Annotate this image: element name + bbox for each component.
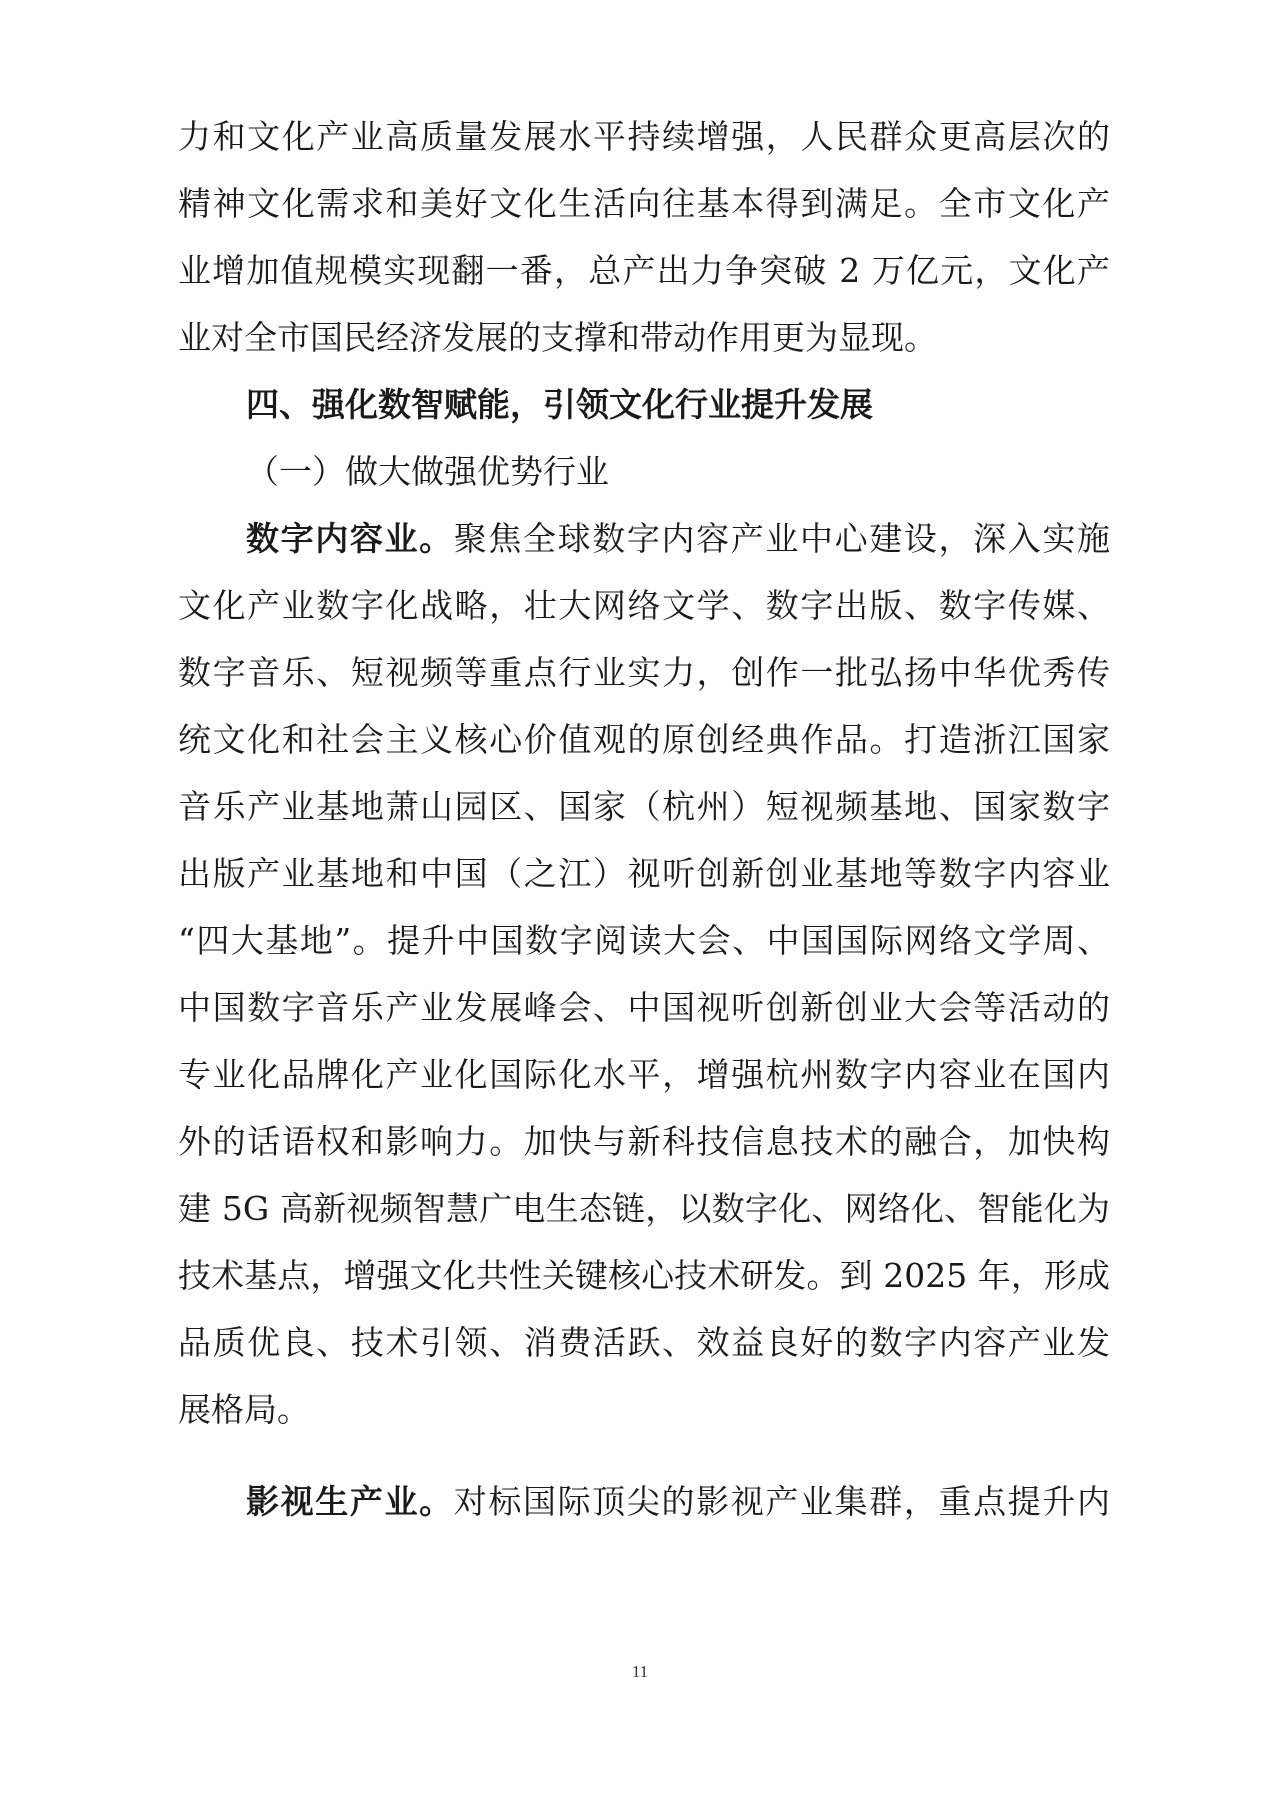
- paragraph-line: 文化产业数字化战略，壮大网络文学、数字出版、数字传媒、: [178, 586, 1110, 625]
- paragraph-line: 业增加值规模实现翻一番，总产出力争突破 2 万亿元，文化产: [178, 251, 1110, 290]
- subsection-heading: （一）做大做强优势行业: [246, 452, 609, 491]
- paragraph-line: 中国数字音乐产业发展峰会、中国视听创新创业大会等活动的: [178, 988, 1110, 1027]
- paragraph-line: 建 5G 高新视频智慧广电生态链，以数字化、网络化、智能化为: [178, 1189, 1110, 1228]
- page-number: 11: [631, 1662, 649, 1681]
- paragraph-first-line: [246, 519, 1110, 559]
- paragraph-line: 数字音乐、短视频等重点行业实力，创作一批弘扬中华优秀传: [178, 653, 1110, 692]
- paragraph-first-line: [246, 1482, 1110, 1522]
- paragraph-lead: 影视生产业。: [246, 1482, 454, 1521]
- paragraph-lead: 数字内容业。: [246, 519, 454, 558]
- paragraph-line: 音乐产业基地萧山园区、国家（杭州）短视频基地、国家数字: [178, 787, 1110, 826]
- paragraph-line: “四大基地”。提升中国数字阅读大会、中国国际网络文学周、: [178, 921, 1110, 960]
- paragraph-line: 精神文化需求和美好文化生活向往基本得到满足。全市文化产: [178, 184, 1110, 223]
- paragraph-line: 技术基点，增强文化共性关键核心技术研发。到 2025 年，形成: [178, 1256, 1110, 1295]
- paragraph-line: 展格局。: [178, 1390, 310, 1429]
- paragraph-line: 外的话语权和影响力。加快与新科技信息技术的融合，加快构: [178, 1122, 1110, 1161]
- section-heading: 四、强化数智赋能，引领文化行业提升发展: [246, 385, 873, 424]
- paragraph-line: 统文化和社会主义核心价值观的原创经典作品。打造浙江国家: [178, 720, 1110, 759]
- paragraph-line: 品质优良、技术引领、消费活跃、效益良好的数字内容产业发: [178, 1323, 1110, 1362]
- paragraph-line: 业对全市国民经济发展的支撑和带动作用更为显现。: [178, 318, 937, 357]
- paragraph-first-line-text: 聚焦全球数字内容产业中心建设，深入实施: [453, 519, 1110, 558]
- paragraph-line: 出版产业基地和中国（之江）视听创新创业基地等数字内容业: [178, 854, 1110, 893]
- paragraph-line: 力和文化产业高质量发展水平持续增强，人民群众更高层次的: [178, 117, 1110, 156]
- paragraph-first-line-text: 对标国际顶尖的影视产业集群，重点提升内: [453, 1482, 1110, 1521]
- paragraph-line: 专业化品牌化产业化国际化水平，增强杭州数字内容业在国内: [178, 1055, 1110, 1094]
